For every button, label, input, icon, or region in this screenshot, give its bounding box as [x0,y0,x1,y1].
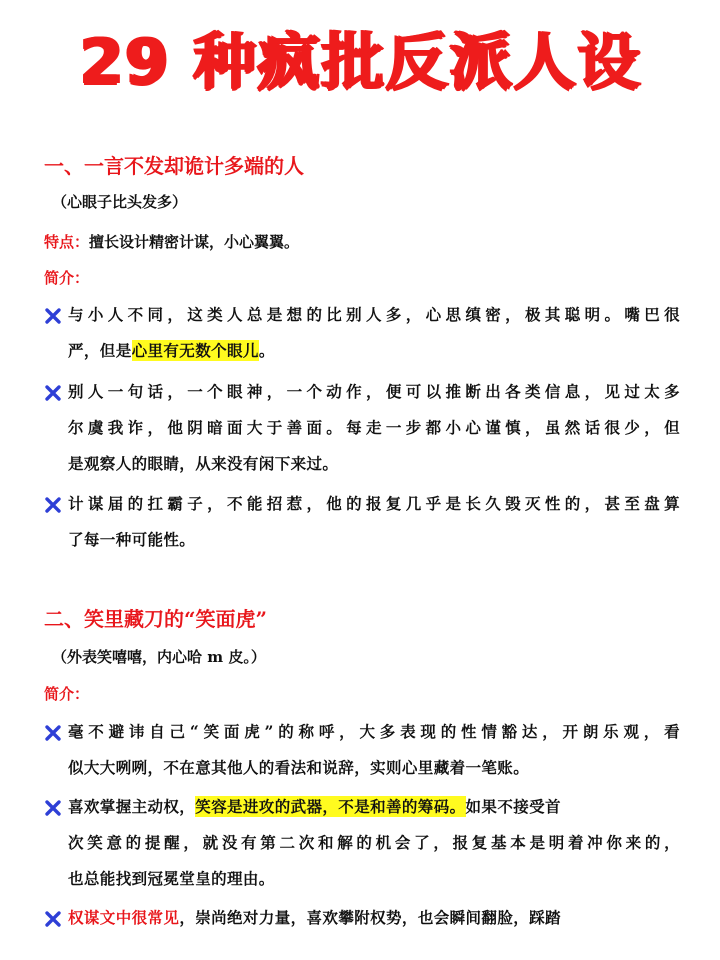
highlight-text: 笑容是进攻的武器，不是和善的筹码。 [195,797,466,816]
blue-cross-icon [44,307,62,325]
section-2-subtitle: （外表笑嘻嘻，内心哈 m 皮。） [52,648,266,666]
bullet-line: 次笑意的提醒，就没有第二次和解的机会了，报复基本是明着冲你来的， [68,833,680,852]
bullet-line: 是观察人的眼睛，从来没有闲下来过。 [68,454,339,473]
bullet-line: 权谋文中很常见，崇尚绝对力量，喜欢攀附权势，也会瞬间翻脸，踩踏 [68,908,561,927]
blue-cross-icon [44,799,62,817]
section-1-intro-label: 简介： [44,269,90,287]
section-1-trait [44,230,299,254]
highlight-text: 心里有无数个眼儿 [131,341,259,360]
bullet-line: 毫不避讳自己“笑面虎”的称呼，大多表现的性情豁达，开朗乐观，看 [68,722,680,741]
bullet-line: 了每一种可能性。 [68,530,196,549]
bullet-line: 似大大咧咧，不在意其他人的看法和说辞，实则心里藏着一笔账。 [68,758,530,777]
bullet-line: 别人一句话，一个眼神，一个动作，便可以推断出各类信息，见过太多 [68,382,680,401]
page-title: 29 种疯批反派人设 [79,25,641,98]
bullet-line: 与小人不同，这类人总是想的比别人多，心思缜密，极其聪明。嘴巴很 [68,305,680,324]
section-2-heading: 二、笑里藏刀的“笑面虎” [44,607,268,631]
section-1-subtitle: （心眼子比头发多） [52,193,188,211]
blue-cross-icon [44,910,62,928]
blue-cross-icon [44,384,62,402]
trait-label: 特点： [44,233,90,251]
highlight-red-text: 权谋文中很常见 [68,908,180,927]
section-2-intro-label: 简介： [44,685,90,703]
section-1-heading: 一、一言不发却诡计多端的人 [44,154,304,178]
bullet-line: 喜欢掌握主动权，笑容是进攻的武器，不是和善的筹码。如果不接受首 [68,797,561,816]
bullet-line: 也总能找到冠冕堂皇的理由。 [68,869,275,888]
bullet-line: 尔虞我诈，他阴暗面大于善面。每走一步都小心谨慎，虽然话很少，但 [68,418,680,437]
trait-value: 擅长设计精密计谋，小心翼翼。 [89,233,300,251]
bullet-line: 计谋届的扛霸子，不能招惹，他的报复几乎是长久毁灭性的，甚至盘算 [68,494,680,513]
bullet-line: 严，但是心里有无数个眼儿。 [68,341,275,360]
blue-cross-icon [44,496,62,514]
blue-cross-icon [44,724,62,742]
